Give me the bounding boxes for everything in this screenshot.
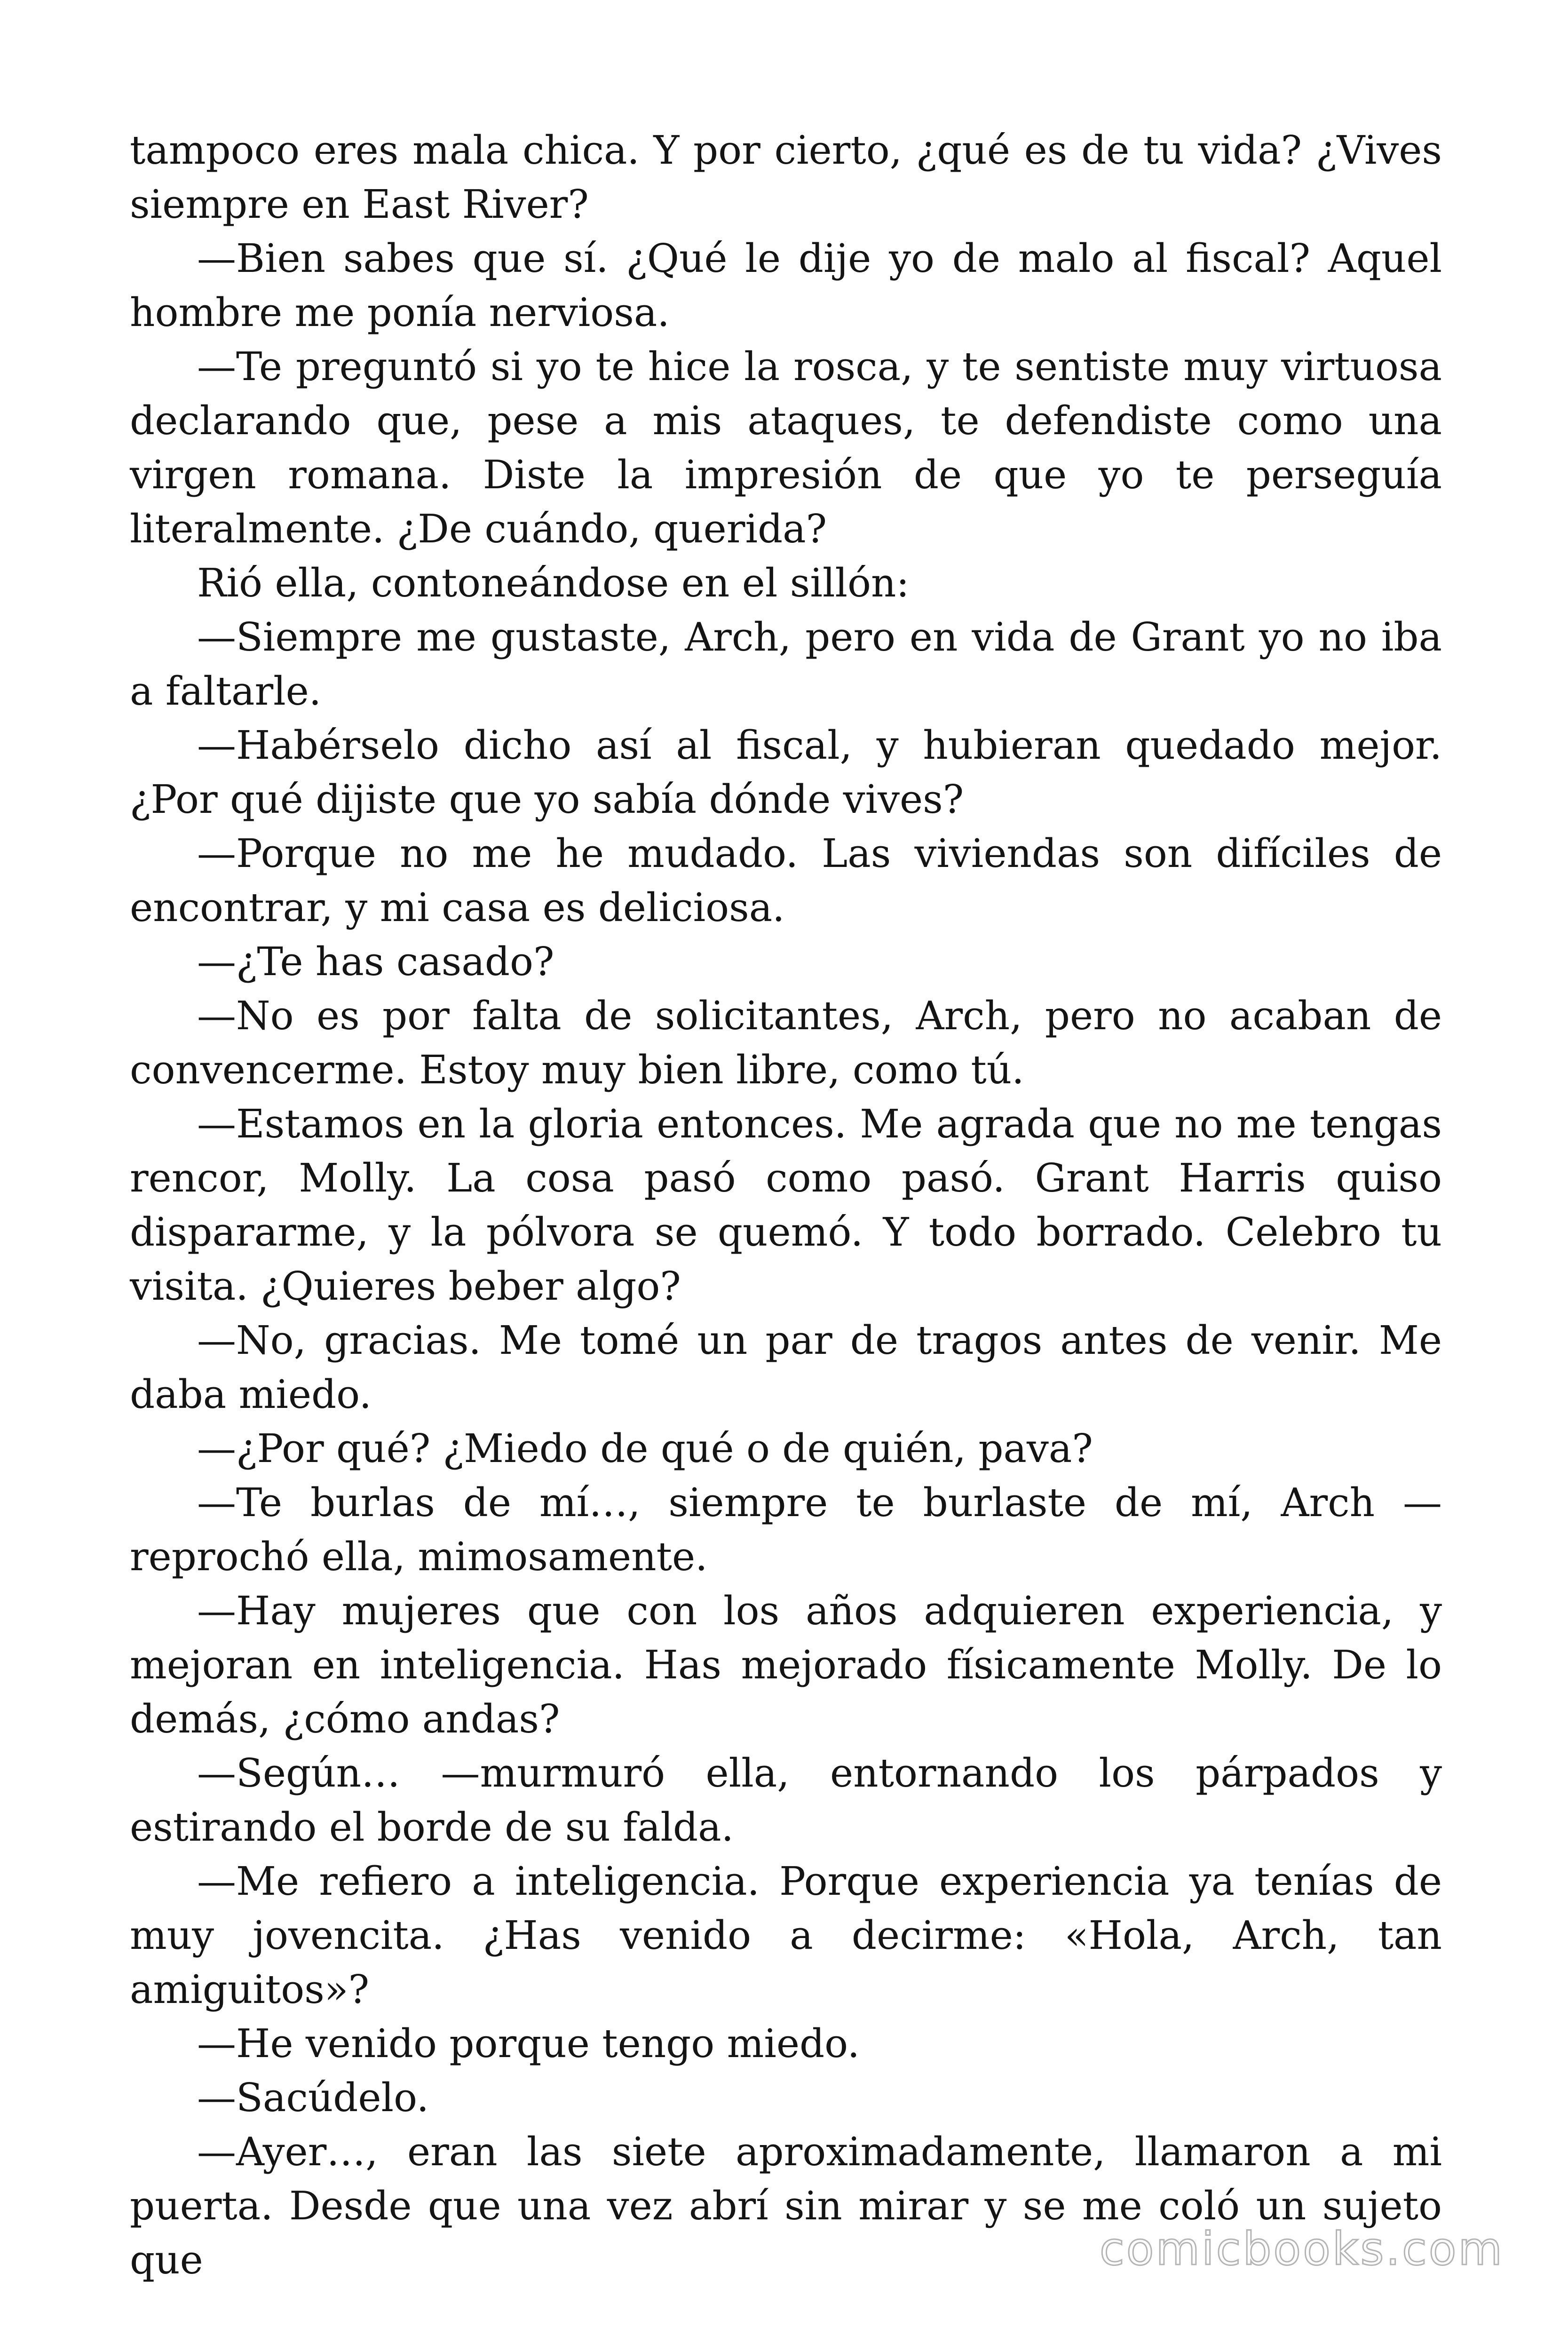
paragraph: —Te burlas de mí…, siempre te burlaste de mí, Arch —reprochó ella, mimosamente.	[130, 1480, 1442, 1580]
paragraph: —Habérselo dicho así al fiscal, y hubieran quedado mejor. ¿Por qué dijiste que yo sabía dónde vives?	[130, 723, 1442, 822]
paragraph: —Porque no me he mudado. Las viviendas son difíciles de encontrar, y mi casa es deliciosa.	[130, 831, 1442, 930]
paragraph: —Sacúdelo.	[197, 2075, 429, 2121]
paragraph: Rió ella, contoneándose en el sillón:	[197, 560, 910, 606]
paragraph: —Según… —murmuró ella, entornando los párpados y estirando el borde de su falda.	[130, 1750, 1442, 1850]
paragraph: —Ayer…, eran las siete aproximadamente, llamaron a mi puerta. Desde que una vez abrí sin mirar y se me coló un sujeto que	[130, 2129, 1442, 2283]
paragraph: —Estamos en la gloria entonces. Me agrada que no me tengas rencor, Molly. La cosa pasó como pasó. Grant Harris quiso dispararme, y la pólvora se quemó. Y todo borrado. Celebro tu visita. ¿Quieres beber algo?	[130, 1101, 1442, 1309]
paragraph: —Bien sabes que sí. ¿Qué le dije yo de malo al fiscal? Aquel hombre me ponía nerviosa.	[130, 236, 1442, 335]
page-body	[130, 123, 1442, 2287]
paragraph: —¿Te has casado?	[197, 939, 554, 985]
paragraph: —Te preguntó si yo te hice la rosca, y te sentiste muy virtuosa declarando que, pese a mis ataques, te defendiste como una virgen romana. Diste la impresión de que yo te perseguía literalmente. ¿De cuándo, querida?	[130, 344, 1442, 552]
paragraph: —Hay mujeres que con los años adquieren experiencia, y mejoran en inteligencia. Has mejorado físicamente Molly. De lo demás, ¿cómo andas?	[130, 1588, 1442, 1742]
paragraph: —Me refiero a inteligencia. Porque experiencia ya tenías de muy jovencita. ¿Has venido a decirme: «Hola, Arch, tan amiguitos»?	[130, 1859, 1442, 2012]
watermark: comicbooks.com	[1099, 2223, 1504, 2275]
paragraph: —No es por falta de solicitantes, Arch, pero no acaban de convencerme. Estoy muy bien libre, como tú.	[130, 993, 1442, 1093]
paragraph: —Siempre me gustaste, Arch, pero en vida de Grant yo no iba a faltarle.	[130, 614, 1442, 714]
paragraph: —No, gracias. Me tomé un par de tragos antes de venir. Me daba miedo.	[130, 1318, 1442, 1417]
paragraph: tampoco eres mala chica. Y por cierto, ¿qué es de tu vida? ¿Vives siempre en East River?	[130, 127, 1442, 227]
paragraph: —¿Por qué? ¿Miedo de qué o de quién, pava?	[197, 1426, 1093, 1471]
paragraph: —He venido porque tengo miedo.	[197, 2021, 860, 2066]
